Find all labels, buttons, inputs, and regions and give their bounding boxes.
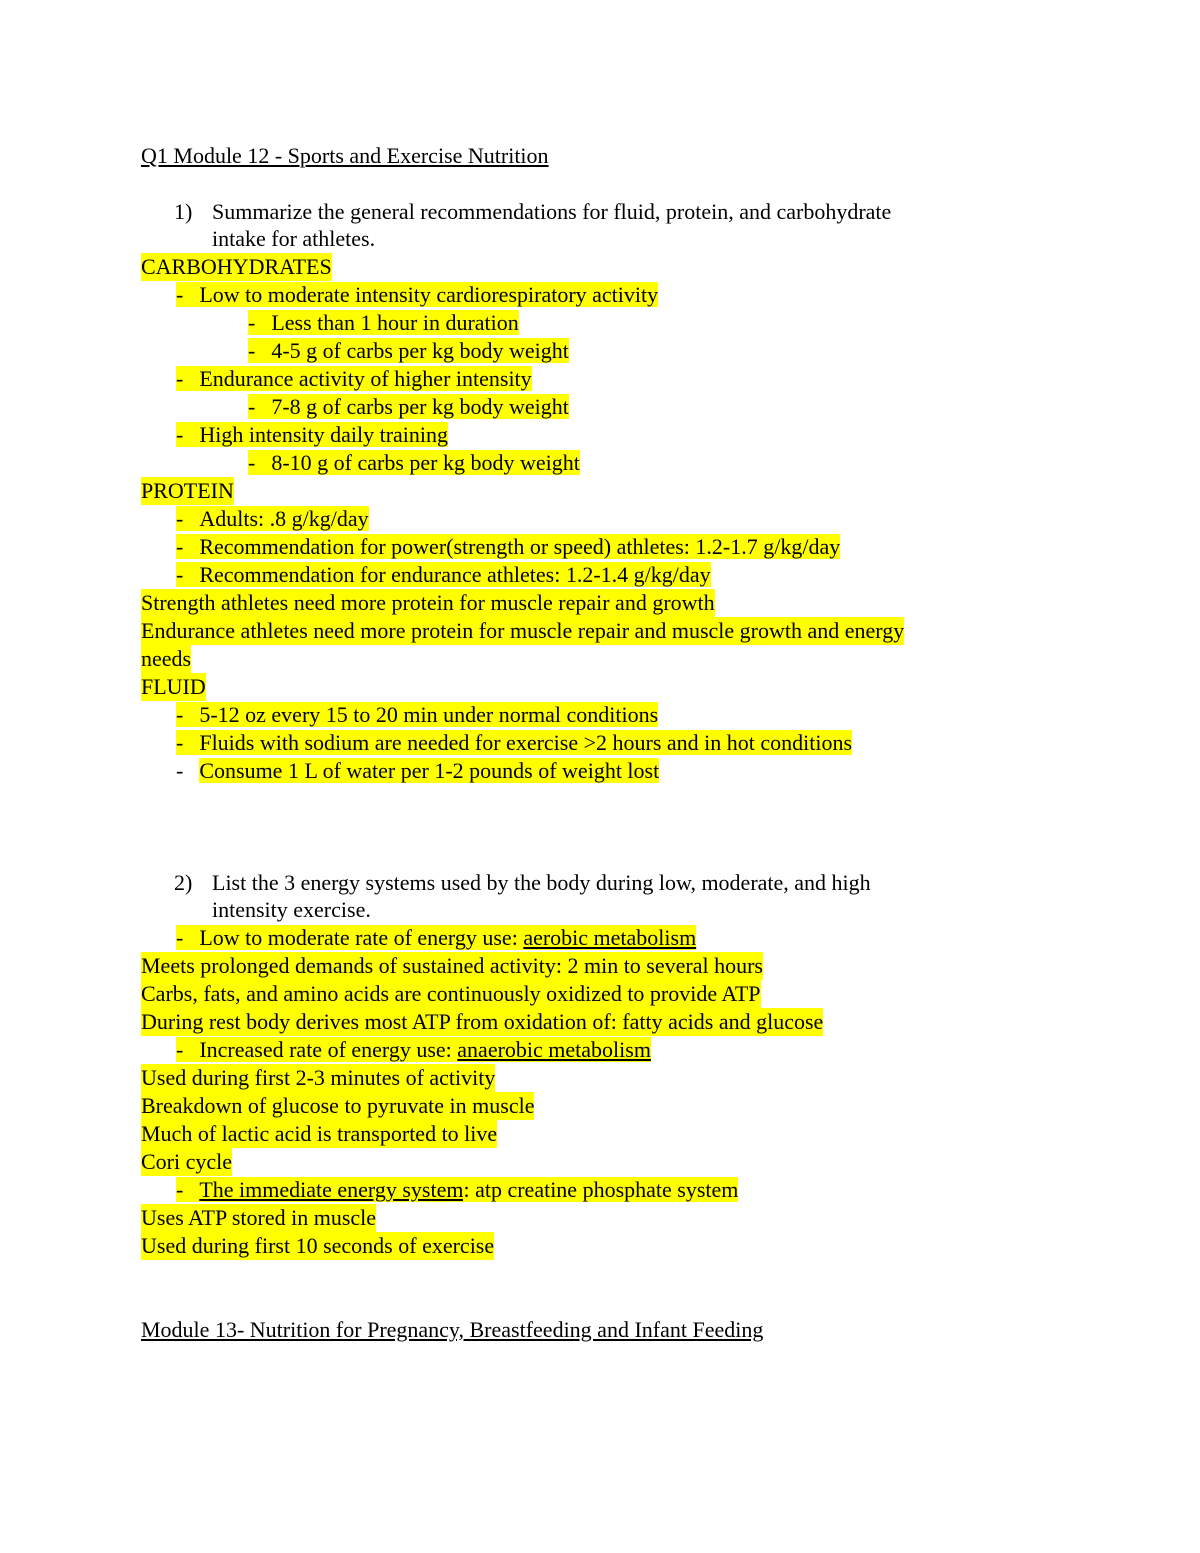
aerobic-bullet-prefix: Low to moderate rate of energy use: bbox=[199, 925, 524, 950]
bullet-dash: - bbox=[176, 925, 199, 950]
protein-bullet-3-text: Recommendation for endurance athletes: 1.2-1.4 g/kg/day bbox=[199, 562, 711, 587]
anaerobic-line-2: Breakdown of glucose to pyruvate in muscle bbox=[141, 1093, 535, 1118]
anaerobic-line-4: Cori cycle bbox=[141, 1149, 233, 1174]
carbs-bullet-3 bbox=[176, 421, 448, 449]
fluid-bullet-2 bbox=[176, 729, 852, 757]
fluid-bullet-3 bbox=[176, 757, 659, 785]
carbohydrates-heading: CARBOHYDRATES bbox=[141, 254, 332, 279]
question-2-number: 2) bbox=[174, 870, 193, 895]
protein-heading: PROTEIN bbox=[141, 478, 234, 503]
bullet-dash: - bbox=[248, 310, 271, 335]
carbs-bullet-1 bbox=[176, 281, 658, 309]
fluid-bullet-2-text: Fluids with sodium are needed for exercise >2 hours and in hot conditions bbox=[199, 730, 853, 755]
aerobic-line-3: During rest body derives most ATP from oxidation of: fatty acids and glucose bbox=[141, 1009, 824, 1034]
carbs-sub-bullet-1b-text: 4-5 g of carbs per kg body weight bbox=[271, 338, 569, 363]
module-12-title: Q1 Module 12 - Sports and Exercise Nutrition bbox=[141, 143, 549, 168]
anaerobic-bullet-prefix: Increased rate of energy use: bbox=[199, 1037, 458, 1062]
fluid-bullet-1-text: 5-12 oz every 15 to 20 min under normal conditions bbox=[199, 702, 659, 727]
carbs-sub-bullet-2a-text: 7-8 g of carbs per kg body weight bbox=[271, 394, 569, 419]
anaerobic-bullet bbox=[176, 1036, 651, 1064]
question-2-line-2: intensity exercise. bbox=[212, 897, 371, 922]
bullet-dash: - bbox=[176, 422, 199, 447]
immediate-bullet bbox=[176, 1176, 738, 1204]
carbs-sub-bullet-1a-text: Less than 1 hour in duration bbox=[271, 310, 519, 335]
anaerobic-line-3: Much of lactic acid is transported to live bbox=[141, 1121, 498, 1146]
anaerobic-line-1: Used during first 2-3 minutes of activity bbox=[141, 1065, 496, 1090]
bullet-dash: - bbox=[176, 562, 199, 587]
immediate-energy-system-term: The immediate energy system bbox=[199, 1177, 464, 1202]
immediate-line-2: Used during first 10 seconds of exercise bbox=[141, 1233, 495, 1258]
carbs-bullet-1-text: Low to moderate intensity cardiorespiratory activity bbox=[199, 282, 659, 307]
bullet-dash: - bbox=[176, 366, 199, 391]
fluid-heading: FLUID bbox=[141, 674, 206, 699]
bullet-dash: - bbox=[176, 1177, 199, 1202]
aerobic-bullet bbox=[176, 924, 696, 952]
bullet-dash: - bbox=[248, 394, 271, 419]
protein-bullet-2 bbox=[176, 533, 840, 561]
anaerobic-metabolism-term: anaerobic metabolism bbox=[457, 1037, 651, 1062]
protein-note-1: Strength athletes need more protein for muscle repair and growth bbox=[141, 590, 715, 615]
carbs-bullet-3-text: High intensity daily training bbox=[199, 422, 449, 447]
bullet-dash: - bbox=[176, 282, 199, 307]
bullet-dash: - bbox=[248, 450, 271, 475]
bullet-dash: - bbox=[176, 506, 199, 531]
protein-bullet-1 bbox=[176, 505, 369, 533]
aerobic-metabolism-term: aerobic metabolism bbox=[523, 925, 697, 950]
carbs-sub-bullet-3a-text: 8-10 g of carbs per kg body weight bbox=[271, 450, 580, 475]
fluid-bullet-3-text: Consume 1 L of water per 1-2 pounds of weight lost bbox=[199, 758, 660, 783]
bullet-dash: - bbox=[176, 1037, 199, 1062]
carbs-sub-bullet-3a bbox=[248, 449, 580, 477]
bullet-dash: - bbox=[176, 730, 199, 755]
question-1-line-2: intake for athletes. bbox=[212, 226, 376, 251]
aerobic-line-1: Meets prolonged demands of sustained activity: 2 min to several hours bbox=[141, 953, 763, 978]
bullet-dash: - bbox=[176, 758, 184, 783]
carbs-sub-bullet-1a bbox=[248, 309, 519, 337]
module-13-title: Module 13- Nutrition for Pregnancy, Breastfeeding and Infant Feeding bbox=[141, 1317, 764, 1342]
question-1-line-1: Summarize the general recommendations for fluid, protein, and carbohydrate bbox=[212, 199, 892, 224]
bullet-dash: - bbox=[176, 534, 199, 559]
protein-note-2-line-1: Endurance athletes need more protein for muscle repair and muscle growth and energy bbox=[141, 618, 905, 643]
question-2-line-1: List the 3 energy systems used by the body during low, moderate, and high bbox=[212, 870, 871, 895]
protein-bullet-2-text: Recommendation for power(strength or speed) athletes: 1.2-1.7 g/kg/day bbox=[199, 534, 841, 559]
protein-bullet-3 bbox=[176, 561, 711, 589]
fluid-bullet-1 bbox=[176, 701, 658, 729]
bullet-dash: - bbox=[248, 338, 271, 363]
question-1-number: 1) bbox=[174, 199, 193, 224]
aerobic-line-2: Carbs, fats, and amino acids are continuously oxidized to provide ATP bbox=[141, 981, 761, 1006]
immediate-bullet-suffix: : atp creatine phosphate system bbox=[463, 1177, 739, 1202]
bullet-dash: - bbox=[176, 702, 199, 727]
carbs-sub-bullet-2a bbox=[248, 393, 569, 421]
carbs-bullet-2 bbox=[176, 365, 532, 393]
carbs-bullet-2-text: Endurance activity of higher intensity bbox=[199, 366, 532, 391]
protein-note-2-line-2: needs bbox=[141, 646, 192, 671]
carbs-sub-bullet-1b bbox=[248, 337, 569, 365]
immediate-line-1: Uses ATP stored in muscle bbox=[141, 1205, 377, 1230]
protein-bullet-1-text: Adults: .8 g/kg/day bbox=[199, 506, 369, 531]
